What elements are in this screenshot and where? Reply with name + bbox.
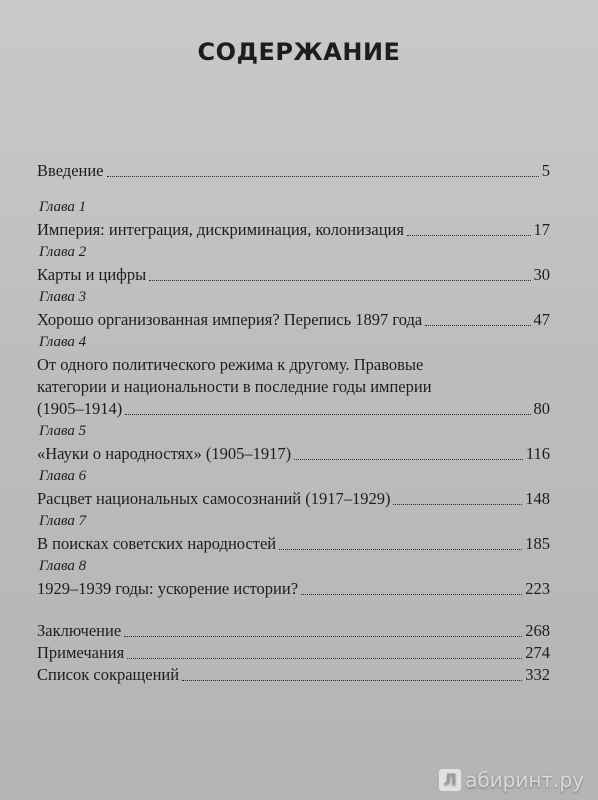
entry-label: 1929–1939 годы: ускорение истории? [37, 579, 299, 598]
entry-label: В поисках советских народностей [37, 534, 277, 553]
entry-page: 223 [525, 579, 550, 598]
dot-leader [107, 176, 539, 177]
dot-leader [425, 325, 530, 326]
dot-leader [301, 594, 522, 595]
entry-label: Карты и цифры [37, 265, 147, 284]
entry-label: Империя: интеграция, дискриминация, колонизация [37, 220, 404, 239]
table-of-contents [37, 160, 550, 686]
toc-entry-chapter-6 [37, 488, 550, 510]
toc-entry-conclusion [37, 620, 550, 642]
toc-entry-chapter-4 [37, 398, 550, 420]
chapter-heading: Глава 1 [39, 199, 87, 215]
chapter-heading: Глава 4 [39, 334, 87, 350]
entry-page: 148 [525, 489, 550, 508]
entry-page: 116 [525, 444, 550, 463]
dot-leader [407, 235, 531, 236]
toc-entry-chapter-2 [37, 264, 550, 286]
entry-page: 185 [525, 534, 550, 553]
dot-leader [294, 459, 523, 460]
toc-entry-intro [37, 160, 550, 182]
labirint-watermark [439, 768, 584, 792]
entry-label: Список сокращений [37, 665, 180, 684]
toc-entry-notes [37, 642, 550, 664]
entry-page: 332 [525, 665, 550, 684]
entry-page: 274 [525, 643, 550, 662]
dot-leader [279, 549, 522, 550]
entry-page: 5 [541, 161, 550, 180]
entry-page: 30 [533, 265, 550, 284]
entry-label: Хорошо организованная империя? Перепись 1897 года [37, 310, 423, 329]
toc-entry-chapter-5 [37, 443, 550, 465]
page-title: СОДЕРЖАНИЕ [197, 38, 401, 66]
toc-entry-chapter-3 [37, 309, 550, 331]
entry-page: 268 [525, 621, 550, 640]
dot-leader [124, 636, 522, 637]
entry-label: Расцвет национальных самосознаний (1917–1929) [37, 489, 391, 508]
entry-page: 47 [533, 310, 550, 329]
entry-label: Введение [37, 161, 104, 180]
entry-label-line: категории и национальности в последние годы империи [37, 377, 432, 396]
entry-page: 17 [533, 220, 550, 239]
entry-label: (1905–1914) [37, 399, 123, 418]
entry-label: Примечания [37, 643, 125, 662]
dot-leader [149, 280, 530, 281]
labirint-logo-icon: Л [439, 769, 461, 791]
chapter-heading: Глава 5 [39, 423, 87, 439]
chapter-heading: Глава 8 [39, 558, 87, 574]
watermark-text: абиринт.ру [465, 768, 584, 792]
toc-entry-chapter-7 [37, 533, 550, 555]
toc-entry-abbreviations [37, 664, 550, 686]
entry-label-line: От одного политического режима к другому. Правовые [37, 355, 424, 374]
chapter-heading: Глава 7 [39, 513, 87, 529]
toc-entry-chapter-1 [37, 219, 550, 241]
entry-label-multiline [37, 354, 550, 398]
chapter-heading: Глава 3 [39, 289, 87, 305]
toc-entry-chapter-8 [37, 578, 550, 600]
entry-page: 80 [533, 399, 550, 418]
chapter-heading: Глава 2 [39, 244, 87, 260]
dot-leader [127, 658, 522, 659]
entry-label: Заключение [37, 621, 122, 640]
chapter-heading: Глава 6 [39, 468, 87, 484]
dot-leader [182, 680, 522, 681]
dot-leader [125, 414, 530, 415]
dot-leader [393, 504, 522, 505]
entry-label: «Науки о народностях» (1905–1917) [37, 444, 292, 463]
